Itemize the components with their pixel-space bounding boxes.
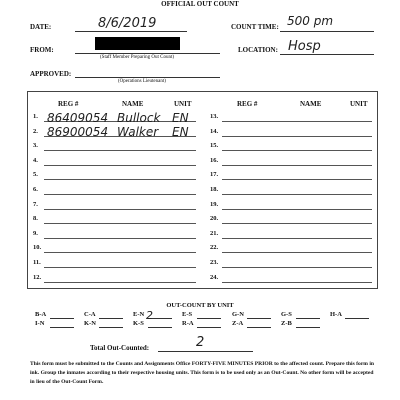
row1-unit: EN	[172, 111, 189, 125]
unit-label: Z-A	[232, 320, 244, 327]
header-name-right: NAME	[300, 100, 322, 108]
header-name-left: NAME	[122, 100, 144, 108]
row-line	[222, 267, 372, 268]
header-unit-right: UNIT	[350, 100, 368, 108]
from-caption: (Staff Member Preparing Out Count)	[100, 55, 175, 60]
row-number: 21.	[210, 229, 219, 237]
unit-blank	[296, 327, 320, 328]
unit-blank	[197, 318, 221, 319]
row-number: 5.	[33, 171, 38, 179]
unit-label: B-A	[35, 311, 47, 318]
from-label: FROM:	[30, 46, 54, 54]
unit-label: G-N	[232, 311, 244, 318]
unit-label: G-S	[281, 311, 292, 318]
header-unit-left: UNIT	[174, 100, 192, 108]
row-number: 24.	[210, 273, 219, 281]
header-reg-left: REG #	[58, 100, 79, 108]
unit-label: E-N	[133, 311, 145, 318]
unit-blank	[50, 318, 74, 319]
count-time-value: 500 pm	[287, 14, 334, 28]
unit-blank	[50, 327, 74, 328]
row-number: 10.	[33, 244, 42, 252]
row-line	[222, 121, 372, 122]
unit-blank	[247, 327, 271, 328]
row1-reg: 86409054	[47, 111, 109, 125]
location-value: Hosp	[288, 39, 321, 54]
row-line	[222, 179, 372, 180]
unit-blank	[99, 318, 123, 319]
form-title: OFFICIAL OUT COUNT	[161, 0, 239, 8]
row-line	[222, 194, 372, 195]
unit-blank	[345, 318, 369, 319]
row-line	[44, 194, 196, 195]
row-number: 15.	[210, 142, 219, 150]
unit-label: E-S	[182, 311, 193, 318]
row-number: 23.	[210, 259, 219, 266]
row-line	[222, 165, 372, 166]
row-line	[44, 282, 196, 283]
row-number: 12.	[33, 273, 42, 281]
row-line	[44, 165, 196, 166]
row2-name: Walker	[117, 125, 159, 139]
row-number: 8.	[33, 215, 38, 223]
unit-label: R-A	[182, 320, 194, 327]
row-line	[44, 179, 196, 180]
en-count-value: 2	[146, 309, 153, 322]
unit-blank	[197, 327, 221, 328]
row-line	[44, 267, 196, 268]
row-number: 6.	[33, 186, 38, 193]
row-line	[222, 252, 372, 253]
unit-label: C-A	[84, 311, 96, 318]
row-line	[222, 150, 372, 151]
row-number: 11.	[33, 259, 41, 266]
row-number: 4.	[33, 156, 38, 164]
approved-label: APPROVED:	[30, 70, 72, 78]
row-line	[222, 223, 372, 224]
row-number: 19.	[210, 200, 219, 208]
row-number: 7.	[33, 200, 38, 208]
total-label: Total Out-Counted:	[90, 344, 150, 352]
unit-label: H-A	[330, 311, 342, 318]
unit-label: K-N	[84, 320, 96, 327]
row-number: 2.	[33, 127, 38, 135]
footer-instructions: This form must be submitted to the Counts and Assignments Office FORTY-FIVE MINUTES PRIOR to the affected count. Prepare this form in ink. Group the inmates according to their respective housing units. This form is to be used only as an Out-Count. No other form will be accepted in lieu of the Out-Count Form.	[30, 361, 375, 385]
row-number: 13.	[210, 113, 219, 120]
date-label: DATE:	[30, 23, 52, 31]
row-line	[222, 136, 372, 137]
row-line	[44, 209, 196, 210]
row-line	[44, 252, 196, 253]
row-line	[222, 282, 372, 283]
row-line	[44, 223, 196, 224]
date-value: 8/6/2019	[98, 16, 157, 31]
approved-caption: (Operations Lieutenant)	[118, 79, 166, 84]
row-number: 18.	[210, 186, 219, 193]
unit-blank	[148, 327, 172, 328]
unit-blank	[99, 327, 123, 328]
total-value: 2	[196, 335, 205, 350]
row2-reg: 86900054	[47, 125, 109, 139]
row-line	[222, 209, 372, 210]
row-number: 20.	[210, 215, 219, 223]
row-number: 17.	[210, 171, 219, 179]
row1-name: Bullock	[117, 111, 161, 125]
row-line	[222, 238, 372, 239]
location-label: LOCATION:	[238, 46, 278, 54]
row-number: 9.	[33, 229, 38, 237]
row-number: 3.	[33, 142, 38, 150]
unit-blank	[247, 318, 271, 319]
row-number: 14.	[210, 127, 219, 135]
unit-blank	[296, 318, 320, 319]
row-line	[44, 238, 196, 239]
row-number: 1.	[33, 113, 38, 120]
unit-label: I-N	[35, 320, 45, 327]
row-number: 22.	[210, 244, 219, 252]
row-line	[44, 150, 196, 151]
header-reg-right: REG #	[237, 100, 258, 108]
unit-label: K-S	[133, 320, 144, 327]
redaction-block	[95, 37, 180, 50]
count-time-label: COUNT TIME:	[231, 23, 279, 31]
unit-label: Z-B	[281, 320, 292, 327]
unit-count-title: OUT-COUNT BY UNIT	[166, 302, 234, 309]
row-number: 16.	[210, 156, 219, 164]
row2-unit: EN	[172, 125, 189, 139]
